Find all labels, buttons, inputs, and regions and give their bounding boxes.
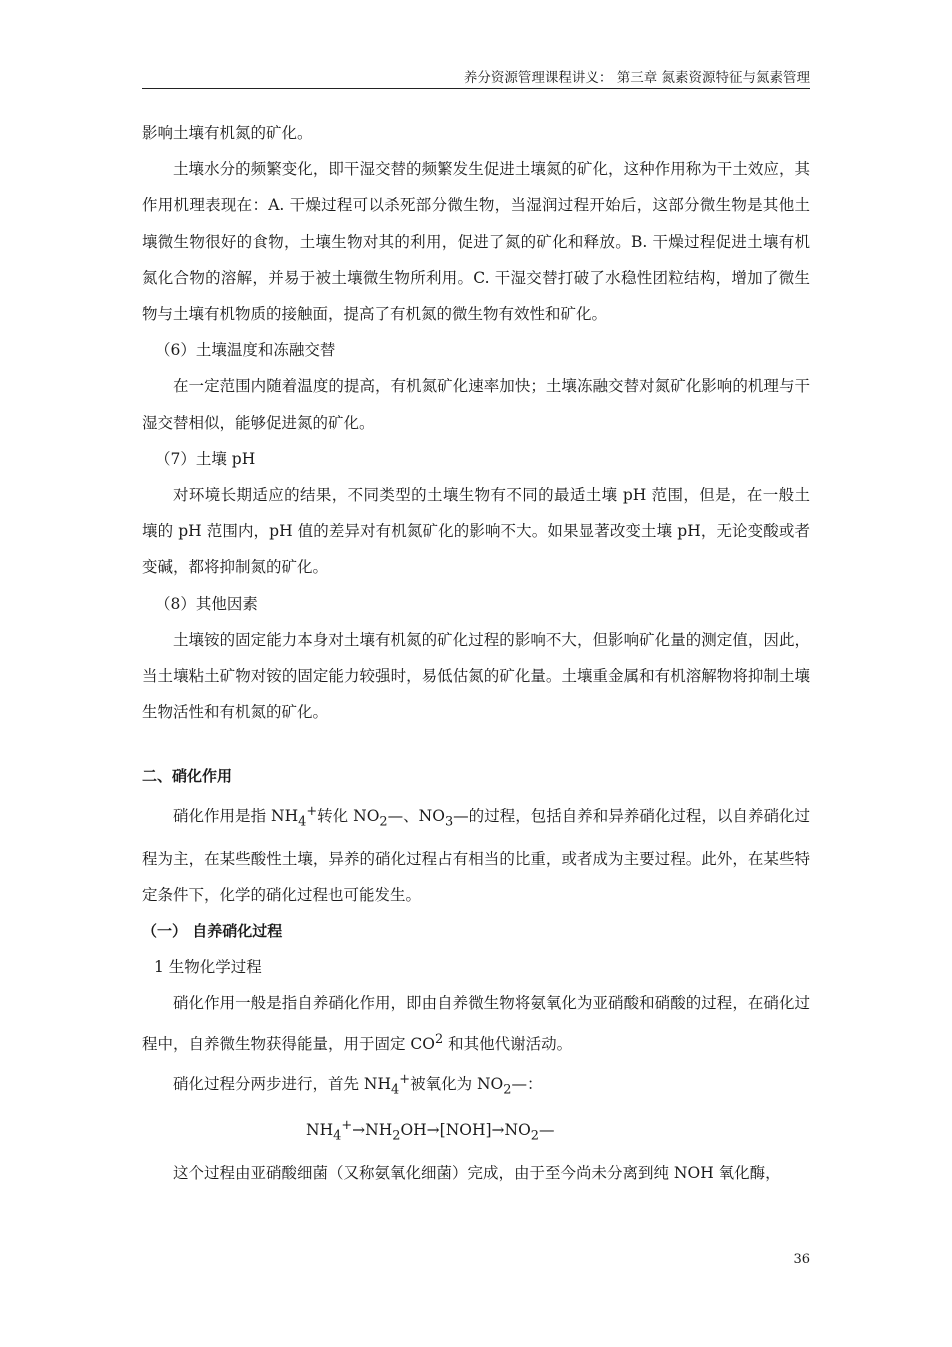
subscript: 4: [391, 1082, 400, 1098]
superscript: +: [399, 1071, 411, 1087]
text-span: —: [539, 1121, 555, 1140]
text-span: 和其他代谢活动。: [443, 1034, 573, 1053]
subscript: 3: [444, 814, 454, 830]
superscript: 2: [435, 1031, 444, 1047]
paragraph-autotrophic: [142, 985, 810, 1062]
superscript: +: [341, 1118, 353, 1134]
text-span: —的过程，包括自养和异养硝化过程，以自养硝化过程为主，在某些酸性土壤，异养的硝化过程占有相当的比重，或者成为主要过程。此外，在某些特定条件下，化学的硝化过程也可能发生。: [142, 807, 810, 905]
superscript: +: [306, 804, 318, 820]
section-spacer: [142, 730, 810, 758]
subscript: 2: [530, 1128, 540, 1144]
paragraph-other: 土壤铵的固定能力本身对土壤有机氮的矿化过程的影响不大，但影响矿化量的测定值，因此，当土壤粘土矿物对铵的固定能力较强时，易低估氮的矿化量。土壤重金属和有机溶解物将抑制土壤生物活性和有机氮的矿化。: [142, 630, 810, 722]
paragraph-bacteria: 这个过程由亚硝酸细菌（又称氨氧化细菌）完成，由于至今尚未分离到纯 NOH 氧化酶，: [173, 1163, 781, 1182]
text-span: 硝化作用是指 NH: [173, 807, 299, 826]
text-span: OH→[NOH]→NO: [400, 1121, 531, 1140]
text-span: —：: [511, 1075, 543, 1094]
text-span: —、NO: [387, 807, 445, 826]
text-span: →NH: [352, 1121, 393, 1140]
subscript: 4: [298, 814, 307, 830]
paragraph-ph: 对环境长期适应的结果，不同类型的土壤生物有不同的最适土壤 pH 范围，但是，在一般土壤的 pH 范围内，pH 值的差异对有机氮矿化的影响不大。如果显著改变土壤 pH，无论变酸或者变碱，都将抑制氮的矿化。: [142, 486, 810, 577]
heading-6: （6）土壤温度和冻融交替: [155, 341, 336, 360]
text-span: 被氧化为 NO: [410, 1075, 504, 1094]
subsection-title: （一） 自养硝化过程: [142, 922, 283, 941]
subscript: 2: [379, 814, 388, 830]
running-header: 养分资源管理课程讲义： 第三章 氮素资源特征与氮素管理: [463, 70, 810, 86]
subscript: 2: [392, 1128, 401, 1144]
subscript: 2: [503, 1082, 512, 1098]
paragraph-dry-wet: 土壤水分的频繁变化，即干湿交替的频繁发生促进土壤氮的矿化，这种作用称为干土效应，其作用机理表现在：A. 干燥过程可以杀死部分微生物，当湿润过程开始后，这部分微生物是其他土壤微生物很好的食物，土壤生物对其的利用，促进了氮的矿化和释放。B. 干燥过程促进土壤有机氮化合物的溶解，并易于被土壤微生物所利用。C. 干湿交替打破了水稳性团粒结构，增加了微生物与土壤有机物质的接触面，提高了有机氮的微生物有效性和矿化。: [142, 160, 810, 324]
header-rule: [142, 88, 810, 89]
page-number: 36: [793, 1252, 810, 1267]
paragraph-two-steps: [142, 1062, 810, 1108]
section-title: 二、硝化作用: [142, 767, 233, 786]
text-span: 硝化作用一般是指自养硝化作用，即由自养微生物将氨氧化为亚硝酸和硝酸的过程，在硝化过程中，自养微生物获得能量，用于固定 CO: [142, 994, 810, 1053]
text-span: 硝化过程分两步进行，首先 NH: [173, 1075, 392, 1094]
heading-8: （8）其他因素: [155, 594, 258, 613]
text-span: 转化 NO: [317, 807, 380, 826]
heading-7: （7）土壤 pH: [155, 449, 256, 468]
paragraph-temperature: 在一定范围内随着温度的提高，有机氮矿化速率加快；土壤冻融交替对氮矿化影响的机理与干湿交替相似，能够促进氮的矿化。: [142, 377, 810, 432]
paragraph-nitrification-def: [142, 794, 810, 913]
paragraph-0: 影响土壤有机氮的矿化。: [142, 124, 313, 142]
subscript: 4: [333, 1128, 342, 1144]
subsection-item: 1 生物化学过程: [154, 958, 262, 977]
text-span: NH: [306, 1121, 334, 1140]
reaction-formula: [142, 1108, 810, 1154]
page-body: [142, 115, 810, 1191]
